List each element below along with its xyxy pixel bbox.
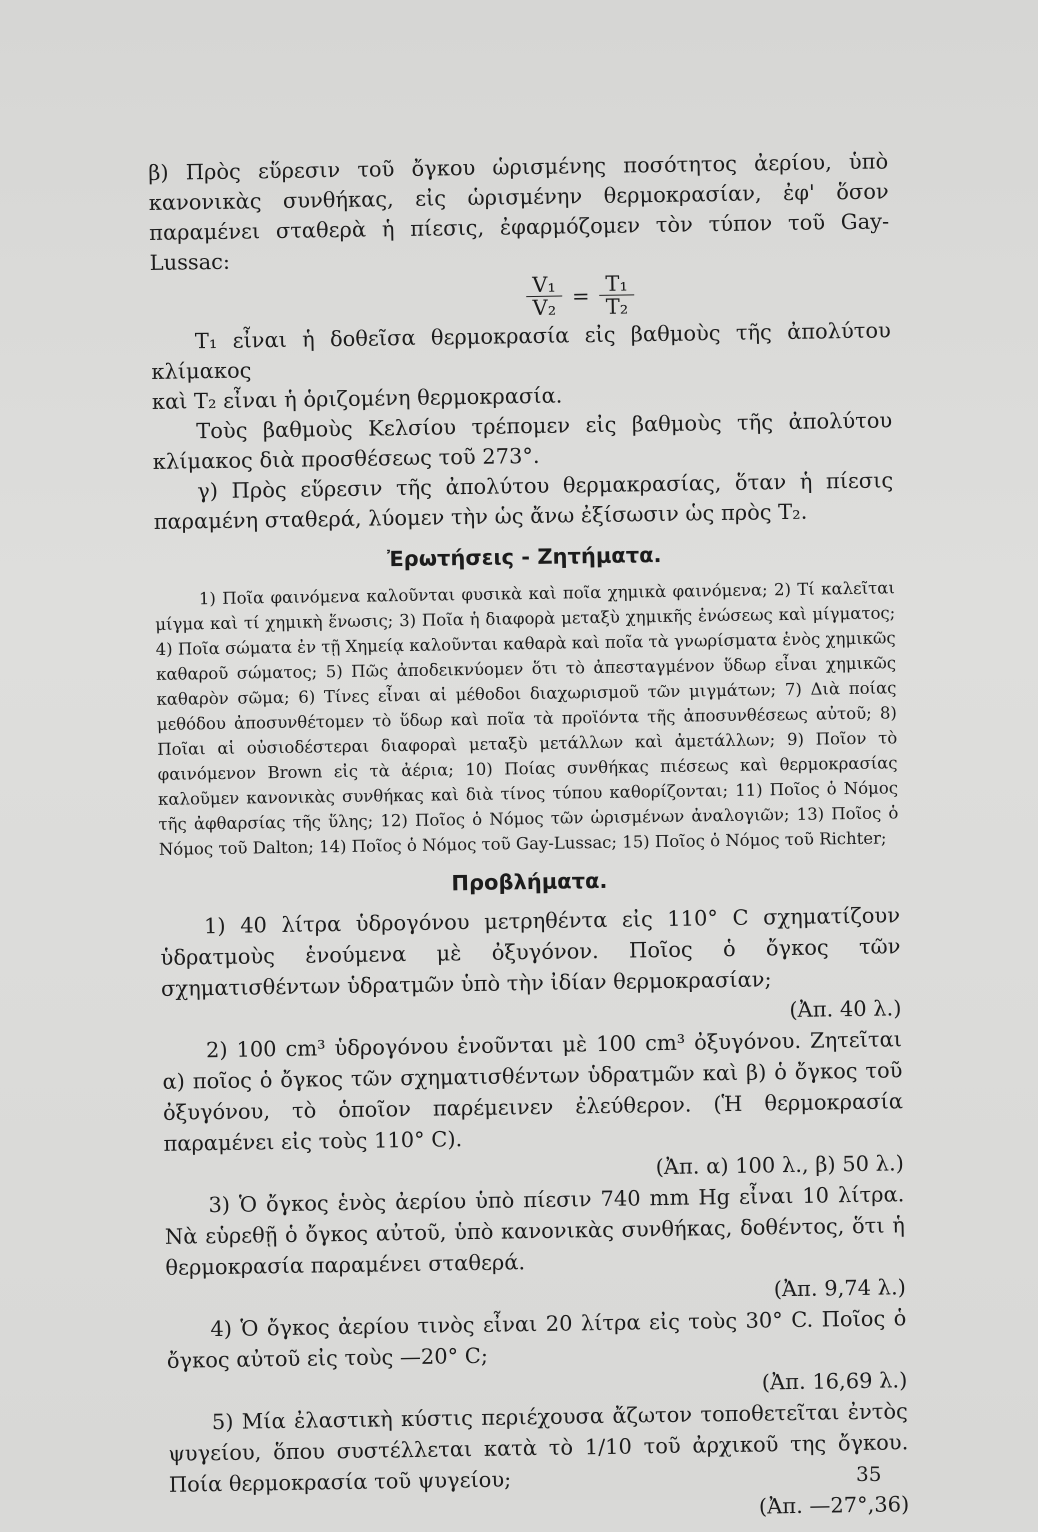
problem-2	[162, 1024, 904, 1191]
page-content	[148, 146, 909, 1531]
formula-v1: V₁	[526, 274, 562, 298]
problem-text: 2) 100 cm³ ὑδρογόνου ἑνοῦνται μὲ 100 cm³ ὀξυγόνου. Ζητεῖται α) ποῖος ὁ ὄγκος τῶν σχηματισθέντων ὑδρατμῶν καὶ β) ὁ ὄγκος τοῦ ὀξυγόνου, τὸ ὁποῖον παρέμεινεν ἐλεύθερον. (Ἡ θερμοκρασία παραμένει εἰς τοὺς 110° C).	[162, 1027, 904, 1156]
problem-answer: (Ἀπ. 9,74 λ.)	[773, 1275, 907, 1302]
problem-text: 4) Ὁ ὄγκος ἀερίου τινὸς εἶναι 20 λίτρα εἰς τοὺς 30° C. Ποῖος ὁ ὄγκος αὐτοῦ εἰς τοὺς —20° C;	[166, 1306, 907, 1373]
problem-1	[160, 900, 902, 1036]
problem-text: 5) Μία ἐλαστικὴ κύστις περιέχουσα ἄζωτον τοποθετεῖται ἐντὸς ψυγείου, ὅπου συστέλλεται κατὰ τὸ 1/10 τοῦ ἀρχικοῦ της ὄγκου. Ποία θερμοκρασία τοῦ ψυγείου;	[168, 1399, 909, 1497]
volume-fraction	[526, 274, 562, 320]
problem-answer: (Ἀπ. α) 100 λ., β) 50 λ.)	[655, 1151, 905, 1180]
problem-answer: (Ἀπ. 16,69 λ.)	[761, 1368, 908, 1395]
questions-heading: Ἐρωτήσεις - Ζητήματα.	[386, 542, 662, 572]
problem-3	[164, 1179, 906, 1315]
problem-text: 1) 40 λίτρα ὑδρογόνου μετρηθέντα εἰς 110° C σχηματίζουν ὑδρατμοὺς ἑνούμενα μὲ ὀξυγόνον. Ποῖος ὁ ὄγκος τῶν σχηματισθέντων ὑδρατμῶν ὑπὸ τὴν ἰδίαν θερμοκρασίαν;	[160, 903, 901, 1001]
section-c-paragraph: γ) Πρὸς εὕρεσιν τῆς ἀπολύτου θερμακρασίας, ὅταν ἡ πίεσις παραμένη σταθερά, λύομεν τὴν ὡς ἄνω ἐξίσωσιν ὡς πρὸς T₂.	[153, 468, 894, 534]
temperature-fraction	[599, 272, 634, 318]
problem-5	[168, 1396, 910, 1532]
page-number: 35	[856, 1462, 882, 1486]
formula-t2: T₂	[605, 294, 629, 319]
formula-t1: T₁	[599, 272, 634, 296]
gay-lussac-formula	[270, 268, 891, 323]
formula-equals: =	[571, 283, 590, 308]
problems-heading: Προβλήματα.	[451, 868, 608, 896]
section-b-paragraph: β) Πρὸς εὕρεσιν τοῦ ὄγκου ὡρισμένης ποσότητος ἀερίου, ὑπὸ κανονικὰς συνθήκας, εἰς ὡρισμένην θερμοκρασίαν, ἐφ' ὅσον παραμένει σταθερὰ ἡ πίεσις, ἐφαρμόζομεν τὸν τύπον τοῦ Gay-Lussac:	[148, 149, 890, 275]
problem-answer: (Ἀπ. —27°,36)	[758, 1492, 910, 1519]
problem-text: 3) Ὁ ὄγκος ἑνὸς ἀερίου ὑπὸ πίεσιν 740 mm Hg εἶναι 10 λίτρα. Νὰ εὑρεθῇ ὁ ὄγκος αὐτοῦ, ὑπὸ κανονικὰς συνθήκας, δοθέντος, ὅτι ἡ θερμοκρασία παραμένει σταθερά.	[164, 1182, 906, 1280]
formula-v2: V₂	[532, 295, 557, 320]
questions-list: 1) Ποῖα φαινόμενα καλοῦνται φυσικὰ καὶ ποῖα χημικὰ φαινόμενα; 2) Τί καλεῖται μίγμα καὶ τί χημικὴ ἕνωσις; 3) Ποῖα ἡ διαφορὰ μεταξὺ χημικῆς ἑνώσεως καὶ μίγματος; 4) Ποῖα σώματα ἐν τῇ Χημείᾳ καλοῦνται καθαρὰ καὶ ποῖα τὰ γνωρίσματα ἑνὸς χημικῶς καθαροῦ σώματος; 5) Πῶς ἀποδεικνύομεν ὅτι τὸ ἀπεσταγμένον ὕδωρ εἶναι χημικῶς καθαρὸν σῶμα; 6) Τίνες εἶναι αἱ μέθοδοι διαχωρισμοῦ τῶν μιγμάτων; 7) Διὰ ποίας μεθόδου ἀποσυνθέτομεν τὸ ὕδωρ καὶ ποῖα τὰ προϊόντα τῆς ἀποσυνθέσεως αὐτοῦ; 8) Ποῖαι αἱ οὐσιοδέστεραι διαφοραὶ μεταξὺ μετάλλων καὶ ἀμετάλλων; 9) Ποῖον τὸ φαινόμενον Brown εἰς τὰ ἀέρια; 10) Ποίας συνθήκας πιέσεως καὶ θερμοκρασίας καλοῦμεν κανονικὰς συνθήκας καὶ διὰ τίνος τύπου καθορίζονται; 11) Ποῖος ὁ Νόμος τῆς ἀφθαρσίας τῆς ὕλης; 12) Ποῖος ὁ Νόμος τῶν ὡρισμένων ἀναλογιῶν; 13) Ποῖος ὁ Νόμος τοῦ Dalton; 14) Ποῖος ὁ Νόμος τοῦ Gay-Lussac; 15) Ποῖος ὁ Νόμος τοῦ Richter;	[155, 578, 899, 859]
celsius-conversion: Τοὺς βαθμοὺς Κελσίου τρέπομεν εἰς βαθμοὺς τῆς ἀπολύτου κλίμακος διὰ προσθέσεως τοῦ 273°.	[152, 408, 893, 474]
definition-t1: T₁ εἶναι ἡ δοθεῖσα θερμοκρασία εἰς βαθμοὺς τῆς ἀπολύτου κλίμακος	[151, 318, 891, 384]
problem-4	[166, 1303, 907, 1408]
definition-t2: καὶ T₂ εἶναι ἡ ὁριζομένη θερμοκρασία.	[151, 383, 563, 414]
problem-answer: (Ἀπ. 40 λ.)	[789, 996, 902, 1023]
